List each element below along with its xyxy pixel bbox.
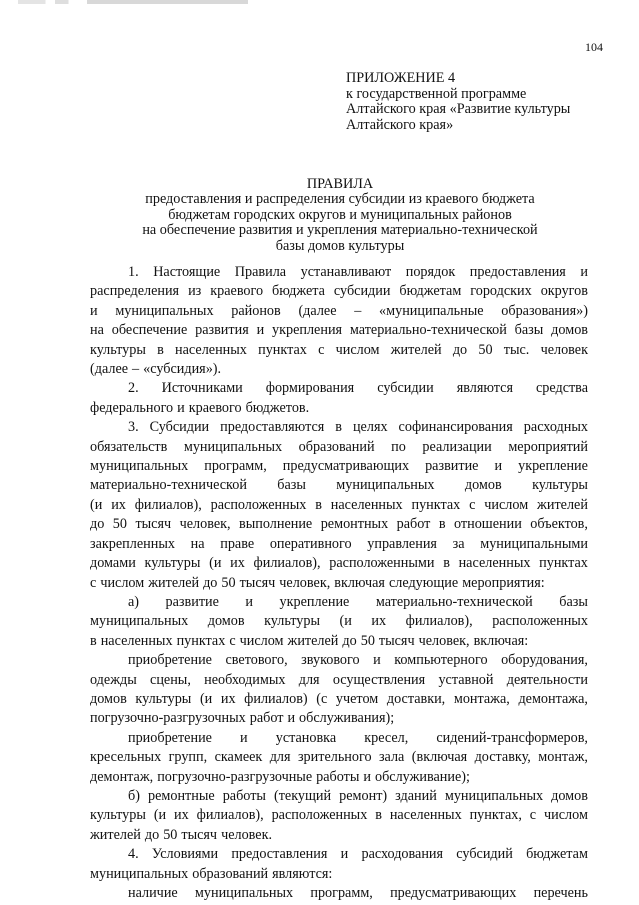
body-word: 50 [360, 632, 375, 649]
body-word: материально-технической [349, 322, 507, 339]
body-word: культуры [144, 555, 201, 572]
body-word: образования») [501, 302, 588, 319]
body-word: и [90, 302, 98, 319]
body-word: в [375, 807, 382, 824]
body-word: Правила [234, 264, 287, 280]
body-word: тысяч [135, 516, 172, 533]
body-line [90, 612, 588, 631]
body-line [90, 418, 588, 437]
body-word: праве [220, 535, 255, 552]
body-word: и [240, 729, 248, 746]
body-word: тысяч [239, 574, 276, 591]
body-word: и [287, 710, 296, 727]
body-word: 2. [128, 380, 139, 397]
subtitle-line: предоставления и распределения субсидии из краевого бюджета [145, 191, 535, 207]
body-word: звукового [301, 652, 360, 669]
body-word: Источниками [161, 380, 243, 397]
body-word: (и [153, 807, 167, 824]
body-word: перечень [533, 885, 588, 901]
body-word: и [580, 264, 588, 280]
body-word: до [144, 826, 160, 843]
body-word: жителей [287, 632, 339, 649]
body-word: кресел, [364, 729, 409, 746]
body-line [90, 282, 588, 301]
body-word: 50 [112, 516, 127, 533]
body-word: одежды [90, 671, 137, 688]
body-line [90, 632, 588, 651]
body-word: числом [100, 574, 145, 591]
body-word: краевого [210, 283, 264, 300]
body-line [90, 263, 588, 282]
body-word: числом [239, 632, 284, 649]
body-line [90, 865, 588, 884]
body-word: погрузочно-разгрузочные [157, 768, 313, 785]
body-word: мероприятий [508, 438, 588, 455]
body-word: (с [316, 690, 328, 707]
subtitle-line: бюджетам городских округов и муниципальных районов [168, 206, 512, 223]
body-word: с [529, 807, 537, 824]
body-word: из [188, 283, 202, 300]
appendix-header [346, 71, 570, 133]
body-word: муниципальных [90, 458, 189, 475]
body-word: следующие [388, 574, 459, 591]
body-word: софинансирования [398, 419, 513, 436]
body-word: развития [195, 322, 249, 339]
body-word: устанавливают [300, 264, 392, 280]
body-word: б) [128, 787, 140, 804]
body-line [90, 476, 588, 495]
body-word: их [371, 613, 387, 630]
body-word: жителей [90, 826, 141, 843]
body-word: приобретение [128, 652, 212, 669]
body-word: сцены, [150, 671, 191, 688]
body-word: числом [335, 341, 380, 358]
body-word: работ [249, 710, 284, 727]
body-word: являются: [272, 865, 333, 882]
body-word: ремонтные [147, 787, 215, 804]
body-word: муниципальных [183, 438, 283, 455]
document-title: ПРАВИЛА [306, 176, 374, 192]
body-word: на [190, 535, 205, 552]
body-word: их [230, 555, 245, 572]
body-word: образований [298, 438, 375, 455]
body-word: с [318, 341, 325, 358]
document-body [90, 263, 588, 903]
body-word: работ [396, 516, 431, 533]
body-word: целях [352, 419, 388, 436]
body-word: групп, [168, 749, 208, 766]
body-line [90, 379, 588, 398]
body-word: ремонт) [339, 787, 388, 804]
appendix-line: Алтайского края «Развитие культуры [346, 101, 571, 117]
body-word: населенных [175, 341, 247, 358]
body-word: и [373, 652, 381, 669]
body-word: культуры [90, 341, 146, 358]
body-word: домов [90, 690, 127, 707]
body-word: тысяч [378, 632, 415, 649]
body-word: субсидий [456, 846, 513, 863]
body-word: мероприятия: [462, 574, 545, 591]
body-line [90, 515, 588, 534]
body-word: (и [339, 613, 352, 630]
body-line [90, 845, 588, 864]
body-word: муниципальных [336, 477, 435, 494]
body-word: установка [275, 729, 337, 746]
body-word: монтажа, [453, 690, 510, 707]
body-word: муниципальных [90, 865, 189, 882]
body-line [90, 826, 588, 845]
body-word: программ, [204, 458, 267, 475]
body-word: наличие [128, 885, 178, 901]
body-word: предоставления [231, 846, 328, 863]
body-line [90, 360, 588, 379]
subtitle-line: базы домов культуры [275, 237, 405, 254]
body-line [90, 671, 588, 690]
body-word: культуры [90, 807, 146, 824]
body-word: 50 [478, 341, 493, 358]
body-word: необходимых [204, 671, 286, 688]
body-word: работы [316, 768, 360, 785]
body-word: демонтаж, [90, 768, 154, 785]
body-word: в [335, 419, 342, 436]
body-word: Условиями [151, 846, 219, 863]
body-word: (включая [411, 749, 468, 766]
body-word: до [342, 632, 357, 649]
body-word: демонтажа, [518, 690, 588, 707]
body-word: населенных [389, 807, 462, 824]
body-word: с [229, 632, 236, 649]
document-subtitle [0, 192, 639, 254]
body-word: муниципальных [444, 787, 544, 804]
body-word: в [315, 496, 322, 513]
body-word: укрепление [279, 593, 350, 610]
body-word: средства [535, 380, 588, 397]
body-word: 50 [221, 574, 236, 591]
body-word: доставку, [474, 749, 531, 766]
body-word: домов [551, 322, 588, 339]
body-word: жителей [390, 341, 442, 358]
body-word: муниципальных [194, 885, 294, 901]
body-line [90, 321, 588, 340]
body-word: пунктах [176, 632, 226, 649]
body-word: субсидии [377, 380, 434, 397]
body-word: бюджетам [399, 283, 462, 300]
body-word: федерального [90, 399, 174, 416]
body-word: тыс. [503, 341, 530, 358]
body-word: укрепление [518, 458, 588, 475]
body-word: человек, [418, 632, 470, 649]
body-word: расположенными [329, 555, 435, 572]
body-word: программ, [310, 885, 373, 901]
body-word: (и [209, 555, 222, 572]
body-word: кресельных [90, 749, 162, 766]
scan-artifact [18, 0, 248, 4]
body-word: – [354, 302, 362, 319]
body-line [90, 593, 588, 612]
body-word: расходных [523, 419, 588, 436]
body-word: филиалов) [244, 690, 308, 707]
body-word: материально-технической [90, 477, 247, 494]
body-word: материально-технической [375, 593, 533, 610]
body-word: до [203, 574, 218, 591]
body-word: бюджетов. [245, 399, 310, 416]
body-line [90, 438, 588, 457]
body-word: домов [551, 787, 588, 804]
body-word: объектов, [530, 516, 588, 533]
body-line [90, 690, 588, 709]
body-word: предусматривающих [282, 458, 410, 475]
body-word: человек. [221, 826, 273, 843]
body-word: филиалов), [253, 555, 321, 572]
body-word: районов [231, 302, 281, 319]
body-line [90, 787, 588, 806]
body-line [90, 496, 588, 515]
body-word: деятельности [506, 671, 588, 688]
body-word: отношении [454, 516, 522, 533]
body-word: пунктах [411, 496, 461, 513]
body-word: муниципальных [90, 613, 189, 630]
body-word: закрепленных [90, 535, 175, 552]
body-word: бюджета [272, 283, 325, 300]
appendix-line: ПРИЛОЖЕНИЕ 4 [346, 70, 456, 86]
body-word: до [452, 341, 468, 358]
body-word: домов [464, 477, 502, 494]
body-word: пунктах, [469, 807, 522, 824]
body-word: для [269, 749, 291, 766]
body-word: учетом [335, 690, 379, 707]
body-line [90, 748, 588, 767]
body-line [90, 535, 588, 554]
body-word: населенных [458, 555, 531, 572]
body-word: являются [456, 380, 513, 397]
body-word: (текущий [273, 787, 332, 804]
body-word: их [174, 807, 189, 824]
body-word: укрепления [272, 322, 343, 339]
body-word: и [494, 458, 503, 475]
body-word: базы [277, 477, 306, 494]
body-word: а) [128, 593, 140, 610]
body-word: предоставляются [220, 419, 325, 436]
body-word: 3. [128, 419, 139, 436]
body-word: «муниципальные [379, 302, 484, 319]
body-word: зрительного [297, 749, 372, 766]
body-line [90, 302, 588, 321]
body-word: обслуживание); [374, 768, 470, 785]
body-word: 50 [163, 826, 178, 843]
body-word: монтаж, [538, 749, 588, 766]
body-word: оборудования, [501, 652, 588, 669]
body-word: включая: [473, 632, 529, 649]
body-word: до [90, 516, 105, 533]
body-word: пунктах [539, 555, 588, 572]
body-word: в [438, 516, 446, 533]
body-word: числом [544, 807, 588, 824]
appendix-line: Алтайского края» [346, 116, 454, 133]
body-word: 1. [128, 264, 139, 280]
body-word: предоставления [469, 264, 566, 280]
appendix-line: к государственной программе [346, 85, 527, 102]
body-word: расположенных [210, 496, 307, 513]
body-word: и [245, 593, 254, 610]
body-line [90, 651, 588, 670]
body-word: жителей [537, 496, 588, 513]
body-word: с [469, 496, 476, 513]
body-word: и [256, 322, 265, 339]
body-word: оперативного [269, 535, 352, 552]
body-word: в [443, 555, 450, 572]
body-line [90, 457, 588, 476]
body-word: их [220, 690, 236, 707]
body-line [90, 806, 588, 825]
body-word: скамеек [214, 749, 263, 766]
body-word: Субсидии [149, 419, 210, 436]
body-word: развитие [165, 593, 219, 610]
body-word: (далее [298, 302, 337, 319]
body-word: уставной [438, 671, 494, 688]
body-word: населенных [330, 496, 403, 513]
body-word: филиалов), [196, 807, 264, 824]
body-word: базы [514, 322, 544, 339]
body-word: числом [484, 496, 529, 513]
body-word: обслуживания); [299, 710, 395, 727]
body-word: для [298, 671, 320, 688]
body-word: погрузочно-разгрузочных [90, 710, 246, 727]
body-word: осуществления [332, 671, 426, 688]
body-word: 4. [128, 846, 139, 863]
body-word: культуры [135, 690, 192, 707]
body-word: реализации [422, 438, 492, 455]
body-word: муниципальными [480, 535, 588, 552]
body-word: человек [540, 341, 588, 358]
body-line [90, 399, 588, 418]
body-word: в [157, 341, 164, 358]
body-word: сидений-трансформеров, [436, 729, 588, 746]
body-line [90, 574, 588, 593]
body-word: обязательств [90, 438, 168, 455]
body-line [90, 554, 588, 573]
body-word: и [363, 768, 371, 785]
body-word: (далее [90, 361, 129, 378]
body-word: светового, [225, 652, 288, 669]
body-word: филиалов), [405, 613, 473, 630]
body-word: городских [470, 283, 532, 300]
body-word: выполнение [239, 516, 313, 533]
body-word: филиалов), [134, 496, 202, 513]
body-word: развитие [425, 458, 479, 475]
body-word: зала [378, 749, 405, 766]
body-word: культуры [264, 613, 321, 630]
body-word: субсидии [333, 283, 391, 300]
body-word: расположенных [271, 807, 368, 824]
page-number: 104 [585, 40, 603, 54]
body-line [90, 884, 588, 903]
body-word: по [391, 438, 406, 455]
body-word: тысяч [181, 826, 218, 843]
body-word: домов [207, 613, 245, 630]
body-line [90, 729, 588, 748]
body-word: приобретение [128, 729, 212, 746]
body-word: домами [90, 555, 136, 572]
body-line [90, 709, 588, 728]
body-line [90, 341, 588, 360]
body-word: порядок [405, 264, 456, 280]
body-word: Настоящие [153, 264, 221, 280]
body-word: населенных [100, 632, 173, 649]
body-word: предусматривающих [390, 885, 517, 901]
body-word: формирования [265, 380, 355, 397]
body-word: управления [367, 535, 437, 552]
body-word: на [90, 322, 104, 339]
body-word: расположенных [492, 613, 588, 630]
body-word: базы [559, 593, 588, 610]
body-word: краевого [188, 399, 242, 416]
body-word: образований [192, 865, 269, 882]
body-word: расходования [361, 846, 444, 863]
body-word: «субсидия»). [143, 361, 222, 378]
body-word: включая [334, 574, 385, 591]
body-word: их [111, 496, 126, 513]
body-word: зданий [395, 787, 437, 804]
body-word: (и [90, 496, 103, 513]
body-word: пунктах [258, 341, 307, 358]
body-word: культуры [532, 477, 588, 494]
body-word: человек, [179, 516, 231, 533]
body-word: жителей [148, 574, 200, 591]
body-word: и [340, 846, 349, 863]
body-word: округов [540, 283, 588, 300]
body-word: доставки, [386, 690, 446, 707]
subtitle-line: на обеспечение развития и укрепления материально-технической [142, 222, 538, 238]
body-word: и [177, 399, 185, 416]
body-word: обеспечение [111, 322, 188, 339]
body-word: человек, [279, 574, 331, 591]
body-word: в [90, 632, 97, 649]
body-line [90, 768, 588, 787]
body-word: муниципальных [115, 302, 214, 319]
body-word: ремонтных [320, 516, 389, 533]
body-word: за [452, 535, 465, 552]
body-word: компьютерного [394, 652, 488, 669]
body-word: – [132, 361, 140, 378]
body-word: распределения [90, 283, 180, 300]
body-word: (и [199, 690, 213, 707]
body-word: бюджетам [526, 846, 588, 863]
body-word: работы [222, 787, 266, 804]
body-word: с [90, 574, 97, 591]
